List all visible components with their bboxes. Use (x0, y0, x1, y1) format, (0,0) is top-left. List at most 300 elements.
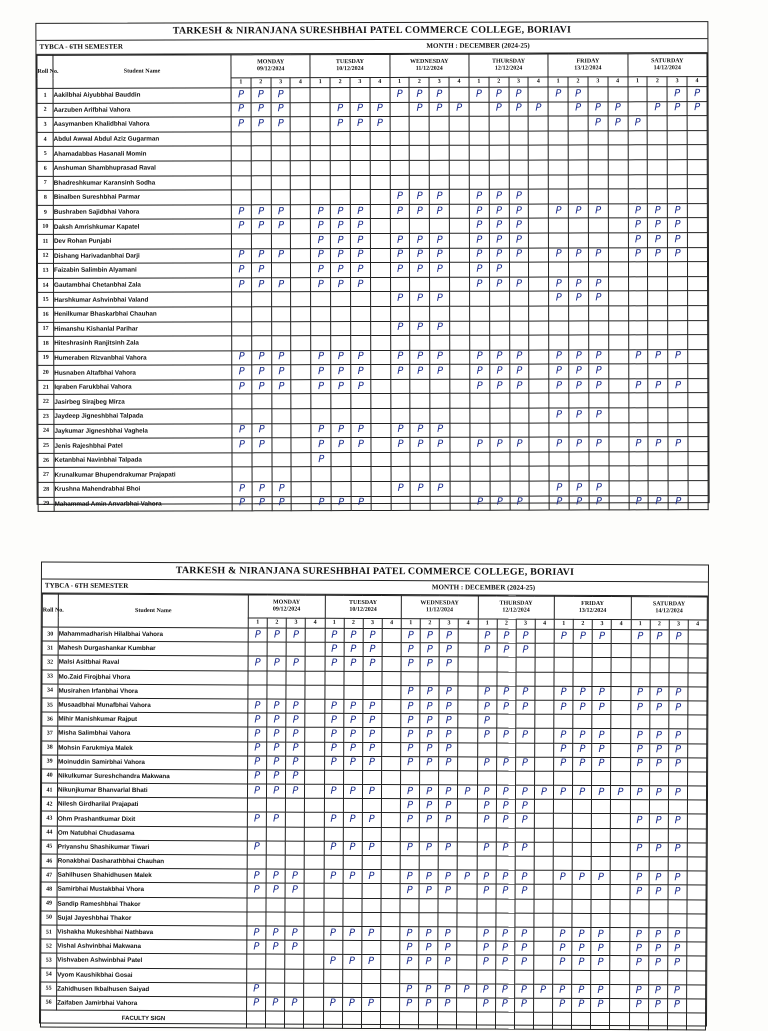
attendance-mark (382, 699, 401, 713)
attendance-mark (569, 306, 589, 321)
attendance-mark (509, 306, 529, 321)
attendance-mark: P (390, 350, 410, 365)
attendance-mark (381, 941, 400, 955)
attendance-mark (529, 452, 549, 467)
attendance-mark (687, 758, 706, 772)
attendance-mark (628, 291, 648, 306)
attendance-mark (458, 827, 477, 841)
attendance-mark (292, 482, 312, 497)
attendance-mark: P (410, 438, 430, 453)
attendance-mark (648, 174, 668, 189)
attendance-mark: P (630, 757, 649, 771)
roll-number: 35 (42, 698, 58, 712)
attendance-mark: P (420, 685, 439, 699)
attendance-mark: P (477, 728, 496, 742)
roll-number: 23 (38, 409, 54, 424)
attendance-mark (450, 408, 470, 423)
attendance-mark (458, 799, 477, 813)
attendance-mark: P (252, 380, 272, 395)
attendance-mark (390, 379, 410, 394)
attendance-mark: P (430, 233, 450, 248)
attendance-mark (272, 409, 292, 424)
attendance-mark: P (420, 657, 439, 671)
attendance-mark (629, 466, 649, 481)
attendance-mark (572, 913, 591, 927)
college-title: TARKESH & NIRANJANA SURESHBHAI PATEL COMMERCE COLLEGE, BORIAVI (36, 22, 707, 41)
attendance-mark (572, 842, 591, 856)
student-name: Ketanbhai Navinbhai Talpada (54, 453, 232, 468)
attendance-mark (549, 452, 569, 467)
day-name: FRIDAY (576, 58, 600, 65)
attendance-mark: P (419, 998, 438, 1012)
attendance-mark (305, 699, 324, 713)
attendance-mark: P (549, 379, 569, 394)
day-date: 12/12/2024 (494, 65, 523, 72)
attendance-mark (458, 813, 477, 827)
attendance-mark (628, 101, 648, 116)
attendance-mark (305, 713, 324, 727)
attendance-mark: P (668, 218, 688, 233)
roll-number: 25 (38, 439, 54, 454)
attendance-mark (572, 899, 591, 913)
attendance-mark: P (266, 940, 285, 954)
attendance-mark: P (476, 984, 495, 998)
attendance-mark: P (588, 291, 608, 306)
attendance-mark: P (325, 628, 344, 642)
attendance-mark: P (629, 928, 648, 942)
attendance-mark (515, 771, 534, 785)
attendance-mark (510, 481, 530, 496)
attendance-mark (380, 997, 399, 1011)
attendance-mark: P (667, 956, 686, 970)
attendance-mark (304, 969, 323, 983)
attendance-mark (669, 715, 688, 729)
day-date: 11/12/2024 (415, 65, 443, 72)
attendance-mark (285, 969, 304, 983)
attendance-mark: P (549, 204, 569, 219)
attendance-mark: P (668, 757, 687, 771)
student-name: Sandip Rameshbhai Thakor (57, 897, 247, 912)
attendance-mark: P (324, 728, 343, 742)
day-header (554, 596, 631, 619)
attendance-mark (382, 629, 401, 643)
attendance-mark (305, 671, 324, 685)
day-name: MONDAY (273, 599, 301, 606)
attendance-mark: P (343, 713, 362, 727)
attendance-mark (382, 685, 401, 699)
attendance-mark: P (344, 643, 363, 657)
day-header (248, 595, 325, 618)
attendance-mark: P (648, 928, 667, 942)
attendance-mark (553, 842, 572, 856)
attendance-mark (688, 393, 708, 408)
attendance-mark (608, 277, 628, 292)
attendance-mark (611, 814, 630, 828)
attendance-mark: P (589, 364, 609, 379)
attendance-mark (668, 466, 688, 481)
attendance-mark (266, 969, 285, 983)
roll-number: 8 (37, 190, 53, 205)
day-name: TUESDAY (349, 599, 378, 607)
roll-number: 20 (38, 366, 54, 381)
attendance-mark (668, 393, 688, 408)
attendance-mark: P (592, 629, 611, 643)
student-name: Mihir Manishkumar Rajput (58, 712, 248, 727)
attendance-mark: P (438, 927, 457, 941)
attendance-mark (271, 321, 291, 336)
attendance-mark (252, 453, 272, 468)
period-number: 2 (267, 618, 286, 628)
attendance-mark: P (351, 350, 371, 365)
attendance-mark (489, 146, 509, 161)
attendance-mark: P (588, 277, 608, 292)
attendance-mark (589, 393, 609, 408)
faculty-sign-cell (533, 1012, 552, 1029)
attendance-mark (323, 940, 342, 954)
attendance-mark: P (554, 757, 573, 771)
attendance-mark: P (331, 248, 351, 263)
attendance-mark: P (342, 926, 361, 940)
period-number: 3 (350, 78, 370, 88)
attendance-mark (533, 998, 552, 1012)
attendance-mark (592, 658, 611, 672)
student-name: Bhadreshkumar Karansinh Sodha (53, 175, 231, 190)
attendance-mark (589, 466, 609, 481)
attendance-mark (342, 983, 361, 997)
attendance-mark (382, 714, 401, 728)
roll-number: 17 (38, 322, 54, 337)
attendance-mark: P (350, 102, 370, 117)
faculty-sign-row (40, 1010, 705, 1030)
attendance-mark (628, 393, 648, 408)
attendance-mark (516, 672, 535, 686)
attendance-mark: P (330, 117, 350, 132)
attendance-mark: P (592, 757, 611, 771)
attendance-mark (611, 672, 630, 686)
attendance-mark (469, 131, 489, 146)
attendance-mark: P (496, 884, 515, 898)
attendance-mark: P (477, 714, 496, 728)
attendance-mark (668, 481, 688, 496)
day-header (628, 54, 707, 77)
attendance-mark (459, 629, 478, 643)
attendance-mark (362, 799, 381, 813)
attendance-mark: P (630, 842, 649, 856)
attendance-mark (331, 292, 351, 307)
attendance-mark (410, 394, 430, 409)
attendance-mark (343, 799, 362, 813)
attendance-mark (529, 321, 549, 336)
attendance-mark: P (251, 205, 271, 220)
attendance-mark (553, 885, 572, 899)
day-date: 12/12/2024 (502, 607, 530, 614)
attendance-mark (630, 857, 649, 871)
attendance-mark (304, 884, 323, 898)
attendance-mark: P (232, 482, 252, 497)
roll-number: 29 (38, 497, 54, 512)
attendance-mark: P (390, 292, 410, 307)
attendance-mark (311, 482, 331, 497)
attendance-mark: P (668, 495, 688, 510)
attendance-mark (572, 828, 591, 842)
attendance-mark (470, 423, 490, 438)
attendance-mark: P (439, 643, 458, 657)
attendance-mark (458, 657, 477, 671)
student-name: Vishakha Mukeshbhai Nathbava (57, 925, 247, 940)
attendance-mark: P (439, 756, 458, 770)
attendance-mark (630, 828, 649, 842)
attendance-mark: P (533, 984, 552, 998)
attendance-mark: P (252, 496, 272, 511)
attendance-mark (489, 291, 509, 306)
attendance-mark (370, 160, 390, 175)
attendance-mark (363, 685, 382, 699)
attendance-mark: P (324, 756, 343, 770)
attendance-mark: P (311, 234, 331, 249)
attendance-mark: P (628, 116, 648, 131)
attendance-mark (668, 189, 688, 204)
attendance-mark: P (549, 496, 569, 511)
student-name: Zahidhusen Ikbalhusen Saiyad (57, 982, 247, 997)
attendance-mark (687, 116, 707, 131)
attendance-mark: P (553, 956, 572, 970)
attendance-mark: P (489, 189, 509, 204)
attendance-mark (478, 657, 497, 671)
attendance-mark (247, 912, 266, 926)
day-header (478, 596, 555, 619)
attendance-mark (470, 467, 490, 482)
attendance-mark (370, 277, 390, 292)
attendance-mark (628, 306, 648, 321)
attendance-mark: P (668, 349, 688, 364)
period-number: 3 (669, 620, 688, 630)
attendance-mark: P (549, 408, 569, 423)
period-number: 2 (344, 618, 363, 628)
attendance-mark (291, 175, 311, 190)
attendance-mark: P (400, 884, 419, 898)
attendance-mark (628, 87, 648, 102)
attendance-mark (438, 913, 457, 927)
attendance-mark: P (390, 190, 410, 205)
attendance-mark: P (350, 233, 370, 248)
attendance-mark: P (496, 757, 515, 771)
attendance-mark (470, 321, 490, 336)
attendance-mark (688, 495, 708, 510)
attendance-mark: P (251, 117, 271, 132)
attendance-mark (252, 394, 272, 409)
attendance-mark (370, 321, 390, 336)
period-number: 1 (390, 77, 410, 87)
attendance-mark: P (687, 87, 707, 102)
attendance-mark (286, 671, 305, 685)
attendance-mark (609, 495, 629, 510)
roll-number: 3 (37, 118, 53, 133)
attendance-mark (381, 856, 400, 870)
attendance-mark (248, 685, 267, 699)
roll-number: 24 (38, 424, 54, 439)
attendance-mark (457, 898, 476, 912)
period-number: 4 (306, 618, 325, 628)
student-name: Abdul Awwal Abdul Aziz Gugarman (53, 132, 231, 147)
faculty-sign-cell (246, 1011, 265, 1028)
attendance-mark: P (286, 628, 305, 642)
attendance-mark (330, 131, 350, 146)
attendance-mark (489, 306, 509, 321)
attendance-mark (450, 233, 470, 248)
attendance-mark (251, 175, 271, 190)
attendance-mark: P (470, 496, 490, 511)
attendance-mark: P (509, 350, 529, 365)
attendance-mark (351, 336, 371, 351)
attendance-mark (311, 190, 331, 205)
attendance-mark (610, 956, 629, 970)
attendance-mark (410, 306, 430, 321)
attendance-mark (588, 218, 608, 233)
attendance-mark: P (667, 999, 686, 1013)
attendance-mark (649, 899, 668, 913)
attendance-mark (247, 827, 266, 841)
attendance-mark (629, 913, 648, 927)
attendance-mark (687, 914, 706, 928)
attendance-mark (271, 394, 291, 409)
attendance-mark: P (608, 101, 628, 116)
attendance-mark: P (569, 496, 589, 511)
attendance-mark (390, 306, 410, 321)
attendance-mark (608, 204, 628, 219)
attendance-mark: P (554, 729, 573, 743)
attendance-mark (629, 481, 649, 496)
attendance-mark: P (469, 219, 489, 234)
attendance-mark: P (469, 277, 489, 292)
attendance-mark: P (391, 481, 411, 496)
roll-number: 34 (42, 684, 58, 698)
attendance-mark: P (420, 799, 439, 813)
attendance-mark (649, 800, 668, 814)
attendance-mark (458, 686, 477, 700)
period-number: 1 (248, 618, 267, 628)
attendance-mark: P (439, 657, 458, 671)
attendance-mark (370, 219, 390, 234)
attendance-mark (450, 277, 470, 292)
attendance-mark (688, 320, 708, 335)
attendance-mark (458, 728, 477, 742)
roll-number: 26 (38, 453, 54, 468)
attendance-mark: P (630, 686, 649, 700)
attendance-mark (648, 970, 667, 984)
attendance-mark (371, 394, 391, 409)
attendance-mark (330, 175, 350, 190)
attendance-mark: P (668, 928, 687, 942)
attendance-mark (553, 899, 572, 913)
attendance-mark (247, 898, 266, 912)
attendance-mark: P (391, 438, 411, 453)
student-name: Dishang Harivadanbhai Darji (53, 248, 231, 263)
attendance-mark (669, 644, 688, 658)
attendance-mark (371, 379, 391, 394)
attendance-mark: P (477, 884, 496, 898)
attendance-mark (554, 771, 573, 785)
attendance-mark (554, 643, 573, 657)
student-name: Daksh Amrishkumar Kapatel (53, 219, 231, 234)
attendance-mark (419, 898, 438, 912)
period-number: 3 (592, 619, 611, 629)
attendance-mark (688, 335, 708, 350)
attendance-mark (450, 394, 470, 409)
attendance-mark: P (400, 941, 419, 955)
attendance-mark (400, 912, 419, 926)
attendance-mark (304, 898, 323, 912)
attendance-mark (668, 914, 687, 928)
attendance-mark (534, 970, 553, 984)
attendance-mark (381, 785, 400, 799)
attendance-mark (648, 262, 668, 277)
attendance-mark: P (495, 998, 514, 1012)
attendance-mark: P (343, 728, 362, 742)
student-name: Misha Salimbhai Vahora (58, 726, 248, 741)
attendance-mark: P (390, 87, 410, 102)
attendance-mark (450, 467, 470, 482)
attendance-mark: P (331, 496, 351, 511)
attendance-mark (267, 685, 286, 699)
attendance-mark (647, 87, 667, 102)
faculty-sign-cell (285, 1011, 304, 1028)
attendance-mark (390, 219, 410, 234)
attendance-mark: P (267, 727, 286, 741)
attendance-mark (324, 827, 343, 841)
attendance-mark: P (668, 233, 688, 248)
period-number: 3 (588, 77, 608, 87)
attendance-mark (568, 145, 588, 160)
attendance-mark (612, 630, 631, 644)
attendance-mark: P (429, 87, 449, 102)
attendance-mark (648, 131, 668, 146)
attendance-mark: P (272, 482, 292, 497)
attendance-mark (469, 102, 489, 117)
attendance-mark (458, 671, 477, 685)
attendance-mark (363, 671, 382, 685)
attendance-mark (688, 262, 708, 277)
period-number: 2 (409, 77, 429, 87)
attendance-mark: P (629, 942, 648, 956)
attendance-mark: P (630, 701, 649, 715)
attendance-mark (572, 885, 591, 899)
attendance-mark: P (573, 785, 592, 799)
attendance-mark (514, 970, 533, 984)
period-number: 3 (509, 77, 529, 87)
attendance-mark (529, 423, 549, 438)
attendance-mark (687, 233, 707, 248)
attendance-mark: P (572, 927, 591, 941)
attendance-mark: P (311, 438, 331, 453)
attendance-mark (311, 161, 331, 176)
attendance-mark (687, 828, 706, 842)
attendance-mark: P (489, 102, 509, 117)
attendance-mark: P (572, 871, 591, 885)
attendance-mark (568, 160, 588, 175)
roll-number: 42 (41, 797, 57, 811)
attendance-mark: P (331, 350, 351, 365)
attendance-mark: P (553, 998, 572, 1012)
roll-number: 19 (38, 351, 54, 366)
attendance-mark (382, 657, 401, 671)
attendance-mark: P (248, 699, 267, 713)
attendance-mark (496, 771, 515, 785)
attendance-sheet-page-2 (39, 562, 709, 1027)
attendance-mark (291, 248, 311, 263)
attendance-mark (285, 912, 304, 926)
attendance-mark (529, 408, 549, 423)
faculty-sign-cell (323, 1011, 342, 1028)
